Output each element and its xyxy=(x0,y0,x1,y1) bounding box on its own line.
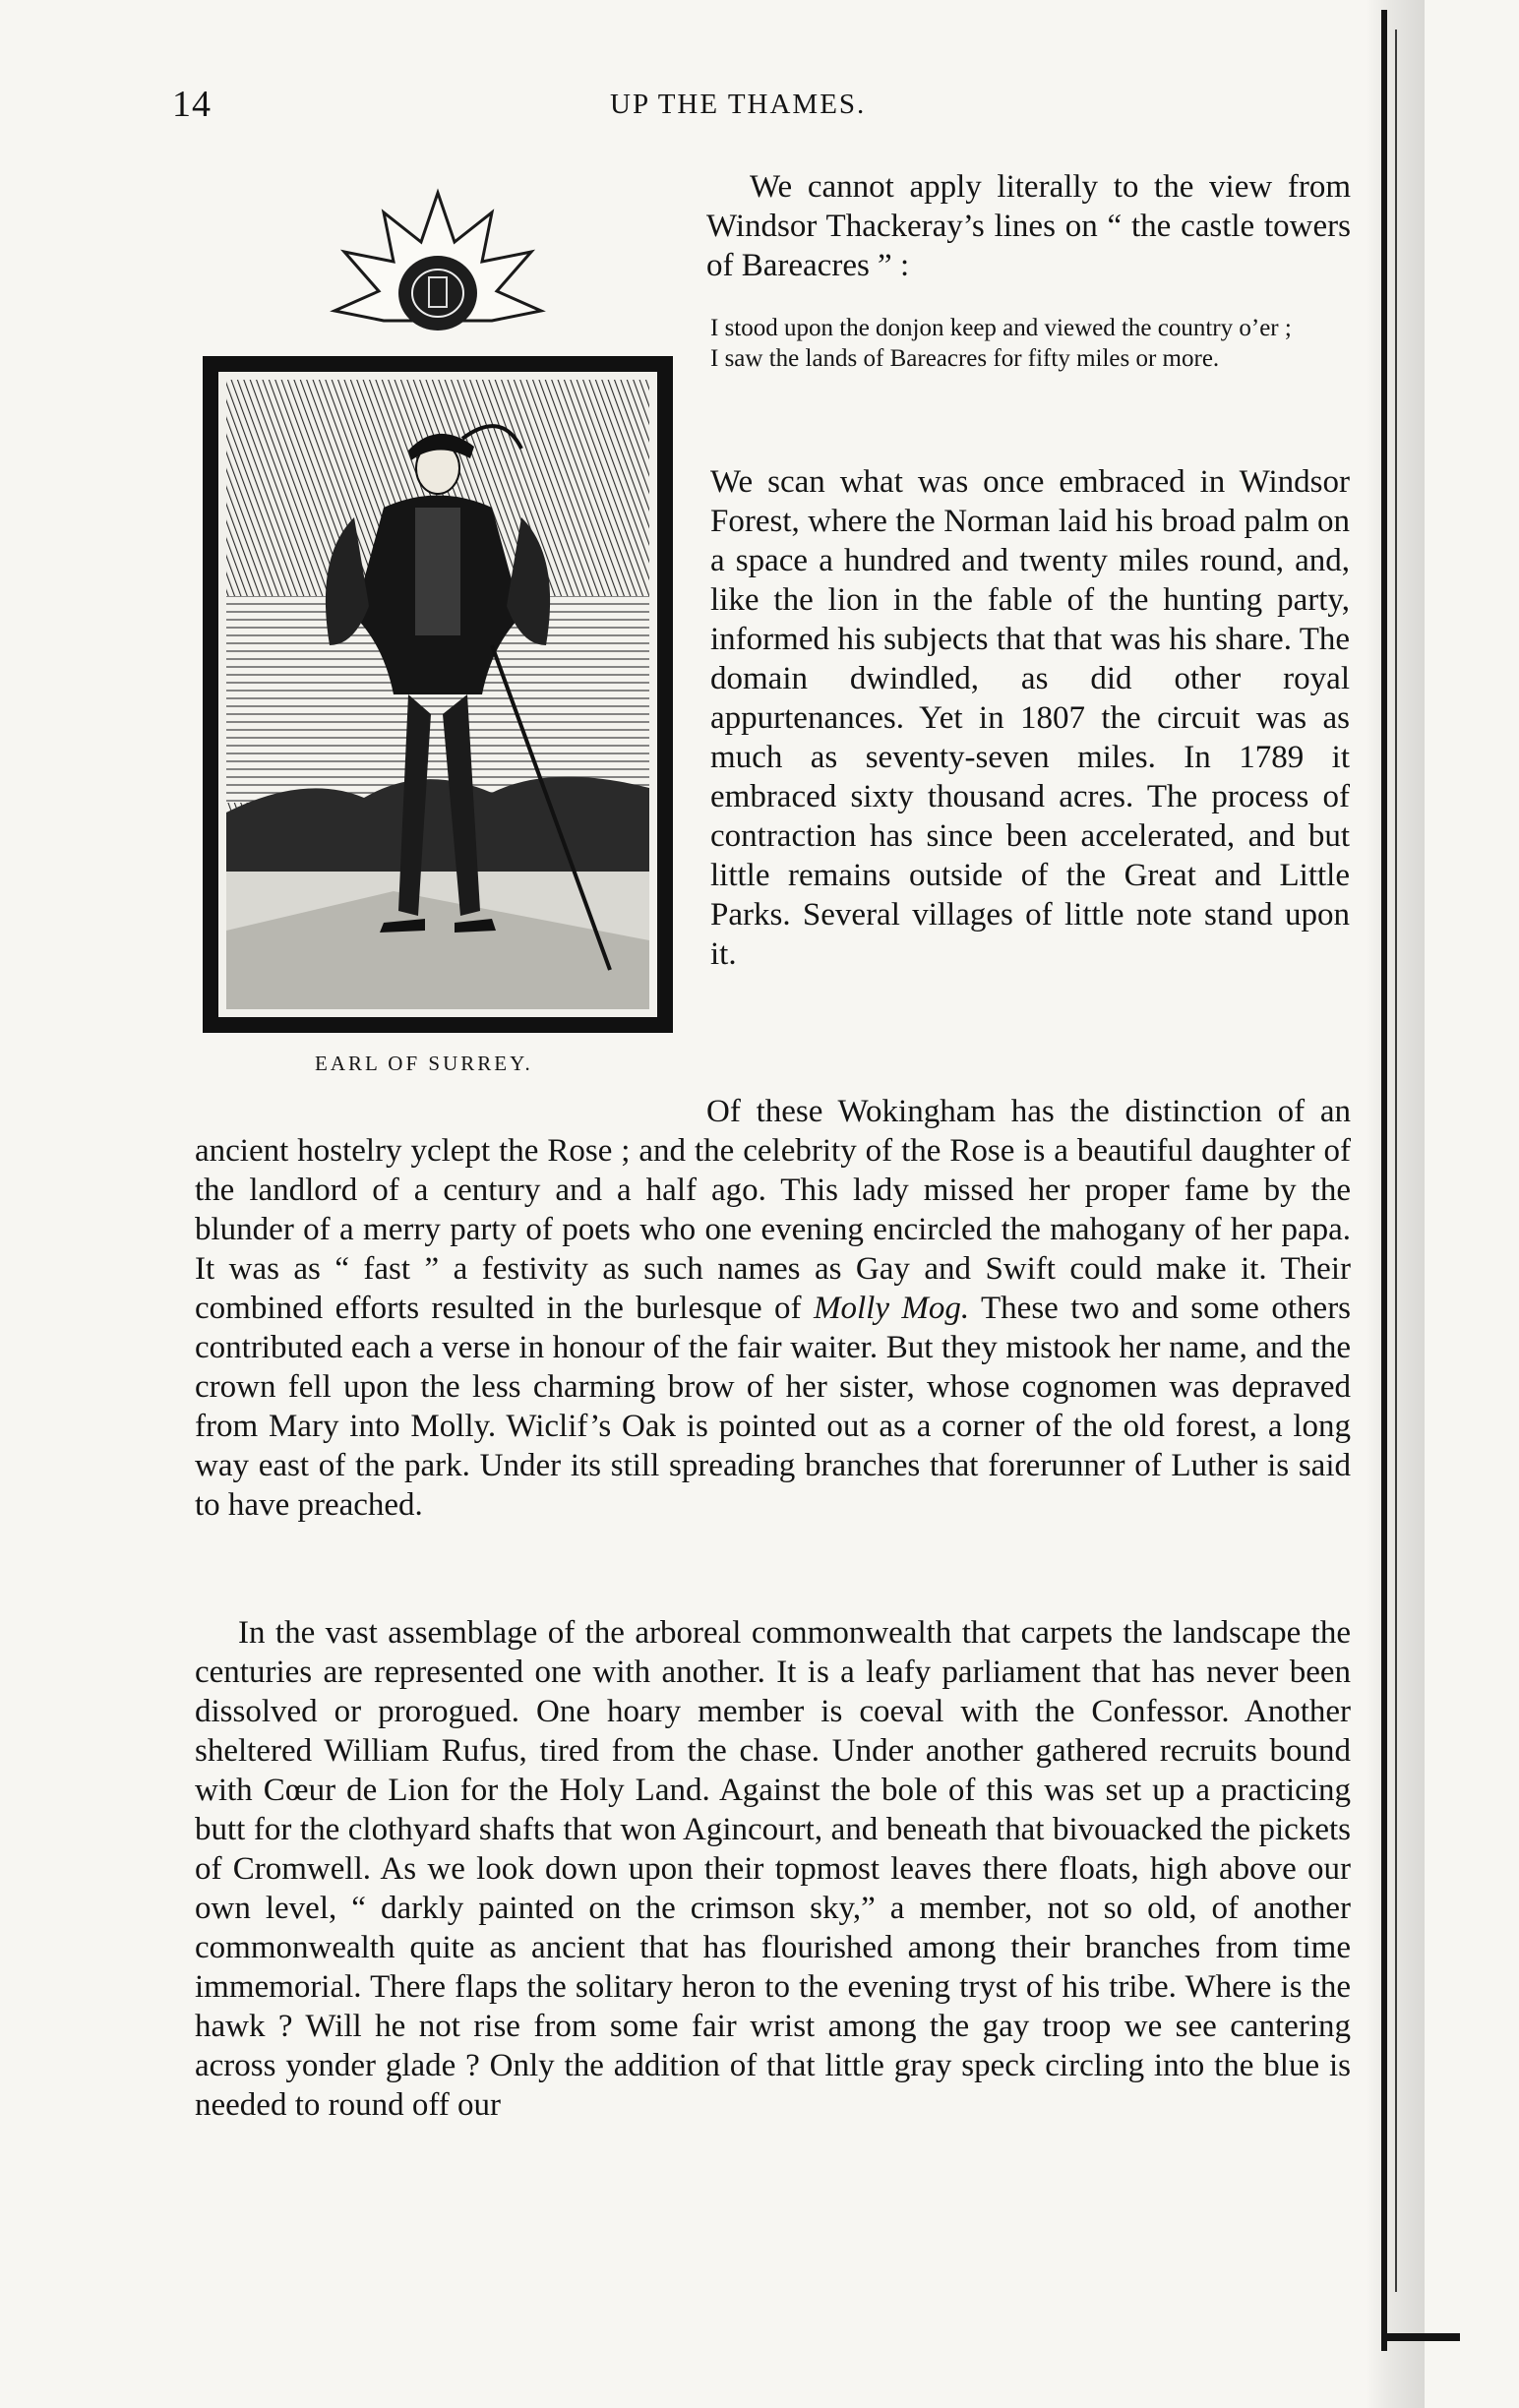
intro-paragraph: We cannot apply literally to the view from Windsor Thackeray’s lines on “ the castle towers of Bareacres ” : xyxy=(706,169,1351,283)
binding-edge-foot xyxy=(1381,2333,1460,2341)
paragraph-wokingham xyxy=(195,1092,1351,1525)
page-number: 14 xyxy=(172,84,212,125)
verse-quotation xyxy=(710,313,1350,374)
binding-edge-line-inner xyxy=(1395,30,1397,2292)
earl-of-surrey-engraving xyxy=(197,183,679,1039)
paragraph-windsor-forest: We scan what was once embraced in Windsor Forest, where the Norman laid his broad palm on a space a hundred and twenty miles round, and, like the lion in the fable of the hunting party, informed his subjects that that was his share. The domain dwindled, as did other royal appurtenances. Yet in 1807 the circuit was as much as seventy-seven miles. In 1789 it embraced sixty thousand acres. The process of contraction has since been accelerated, and but little remains outside of the Great and Little Parks. Several villages of little note stand upon it. xyxy=(710,464,1350,972)
verse-line: I stood upon the donjon keep and viewed the country o’er ; xyxy=(710,315,1292,341)
figure-caption: EARL OF SURREY. xyxy=(315,1052,533,1075)
crest-ornament xyxy=(334,193,541,331)
paragraph-text: Of these Wokingham has the distinction of an ancient hostelry yclept the Rose ; and the celebrity of the Rose is a beautiful daughter of the landlord of a century and a half ago. This lady missed her proper fame by the blunder of a merry party of poets who one evening encircled the mahogany of her papa. It was as “ fast ” a festivity as such names as Gay and Swift could make it. Their combined efforts resulted in the burlesque of xyxy=(195,1094,1351,1326)
running-title: UP THE THAMES. xyxy=(610,89,867,120)
italic-title: Molly Mog. xyxy=(814,1291,970,1326)
verse-line: I saw the lands of Bareacres for fifty miles or more. xyxy=(710,345,1220,372)
binding-edge-line xyxy=(1381,10,1387,2351)
paragraph-arboreal: In the vast assemblage of the arboreal commonwealth that carpets the landscape the centuries are represented one with another. It is a leafy parliament that has never been dissolved or prorogued. One hoary member is coeval with the Confessor. Another sheltered William Rufus, tired from the chase. Under another gathered recruits bound with Cœur de Lion for the Holy Land. Against the bole of this was set up a practicing butt for the clothyard shafts that won Agincourt, and beneath that bivouacked the pickets of Cromwell. As we look down upon their topmost leaves there floats, high above our own level, “ darkly painted on the crimson sky,” a member, not so old, of another commonwealth quite as ancient that has flourished among their branches from time immemorial. There flaps the solitary heron to the evening tryst of his tribe. Where is the hawk ? Will he not rise from some fair wrist among the gay troop we see cantering across yonder glade ? Only the addition of that little gray speck circling into the blue is needed to round off our xyxy=(195,1615,1351,2123)
paragraph-text: These two and some others contributed each a verse in honour of the fair waiter. But they mistook her name, and the crown fell upon the less charming brow of her sister, whose cognomen was depraved from Mary into Molly. Wiclif’s Oak is pointed out as a corner of the old forest, a long way east of the park. Under its still spreading branches that forerunner of Luther is said to have preached. xyxy=(195,1291,1352,1523)
